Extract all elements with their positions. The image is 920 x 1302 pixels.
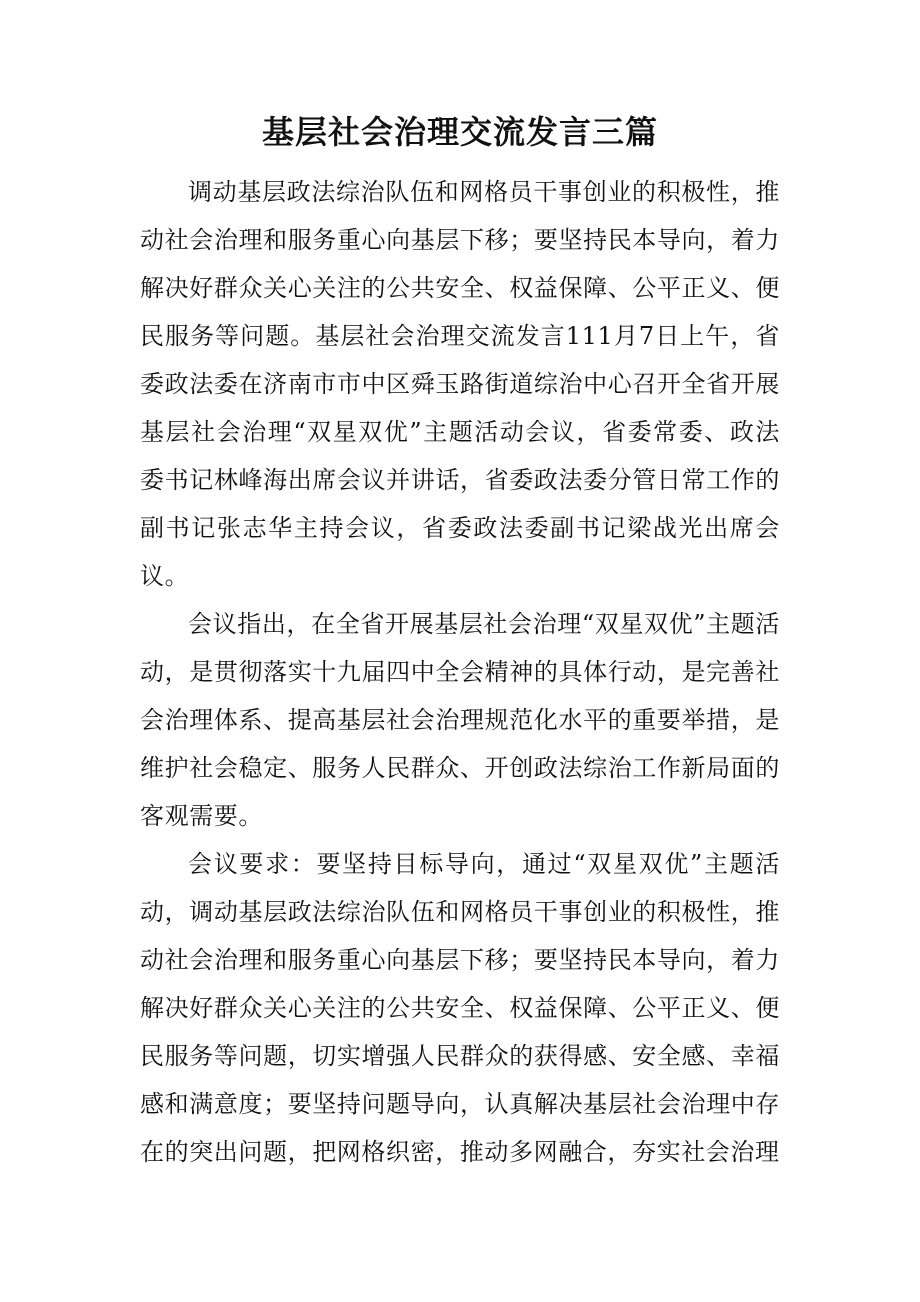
document-body xyxy=(140,168,780,1176)
paragraph-3: 会议要求：要坚持目标导向，通过“双星双优”主题活动，调动基层政法综治队伍和网格员干事创业的积极性，推动社会治理和服务重心向基层下移；要坚持民本导向，着力解决好群众关心关注的公共安全、权益保障、公平正义、便民服务等问题，切实增强人民群众的获得感、安全感、幸福感和满意度；要坚持问题导向，认真解决基层社会治理中存在的突出问题，把网格织密，推动多网融合，夯实社会治理 xyxy=(140,850,780,1166)
document-title: 基层社会治理交流发言三篇 xyxy=(261,113,658,151)
paragraph-2: 会议指出，在全省开展基层社会治理“双星双优”主题活动，是贯彻落实十九届四中全会精神的具体行动，是完善社会治理体系、提高基层社会治理规范化水平的重要举措，是维护社会稳定、服务人民群众、开创政法综治工作新局面的客观需要。 xyxy=(140,610,780,830)
paragraph-1: 调动基层政法综治队伍和网格员干事创业的积极性，推动社会治理和服务重心向基层下移；要坚持民本导向，着力解决好群众关心关注的公共安全、权益保障、公平正义、便民服务等问题。基层社会治理交流发言111月7日上午，省委政法委在济南市市中区舜玉路街道综治中心召开全省开展基层社会治理“双星双优”主题活动会议，省委常委、政法委书记林峰海出席会议并讲话，省委政法委分管日常工作的副书记张志华主持会议，省委政法委副书记梁战光出席会议。 xyxy=(140,178,780,590)
